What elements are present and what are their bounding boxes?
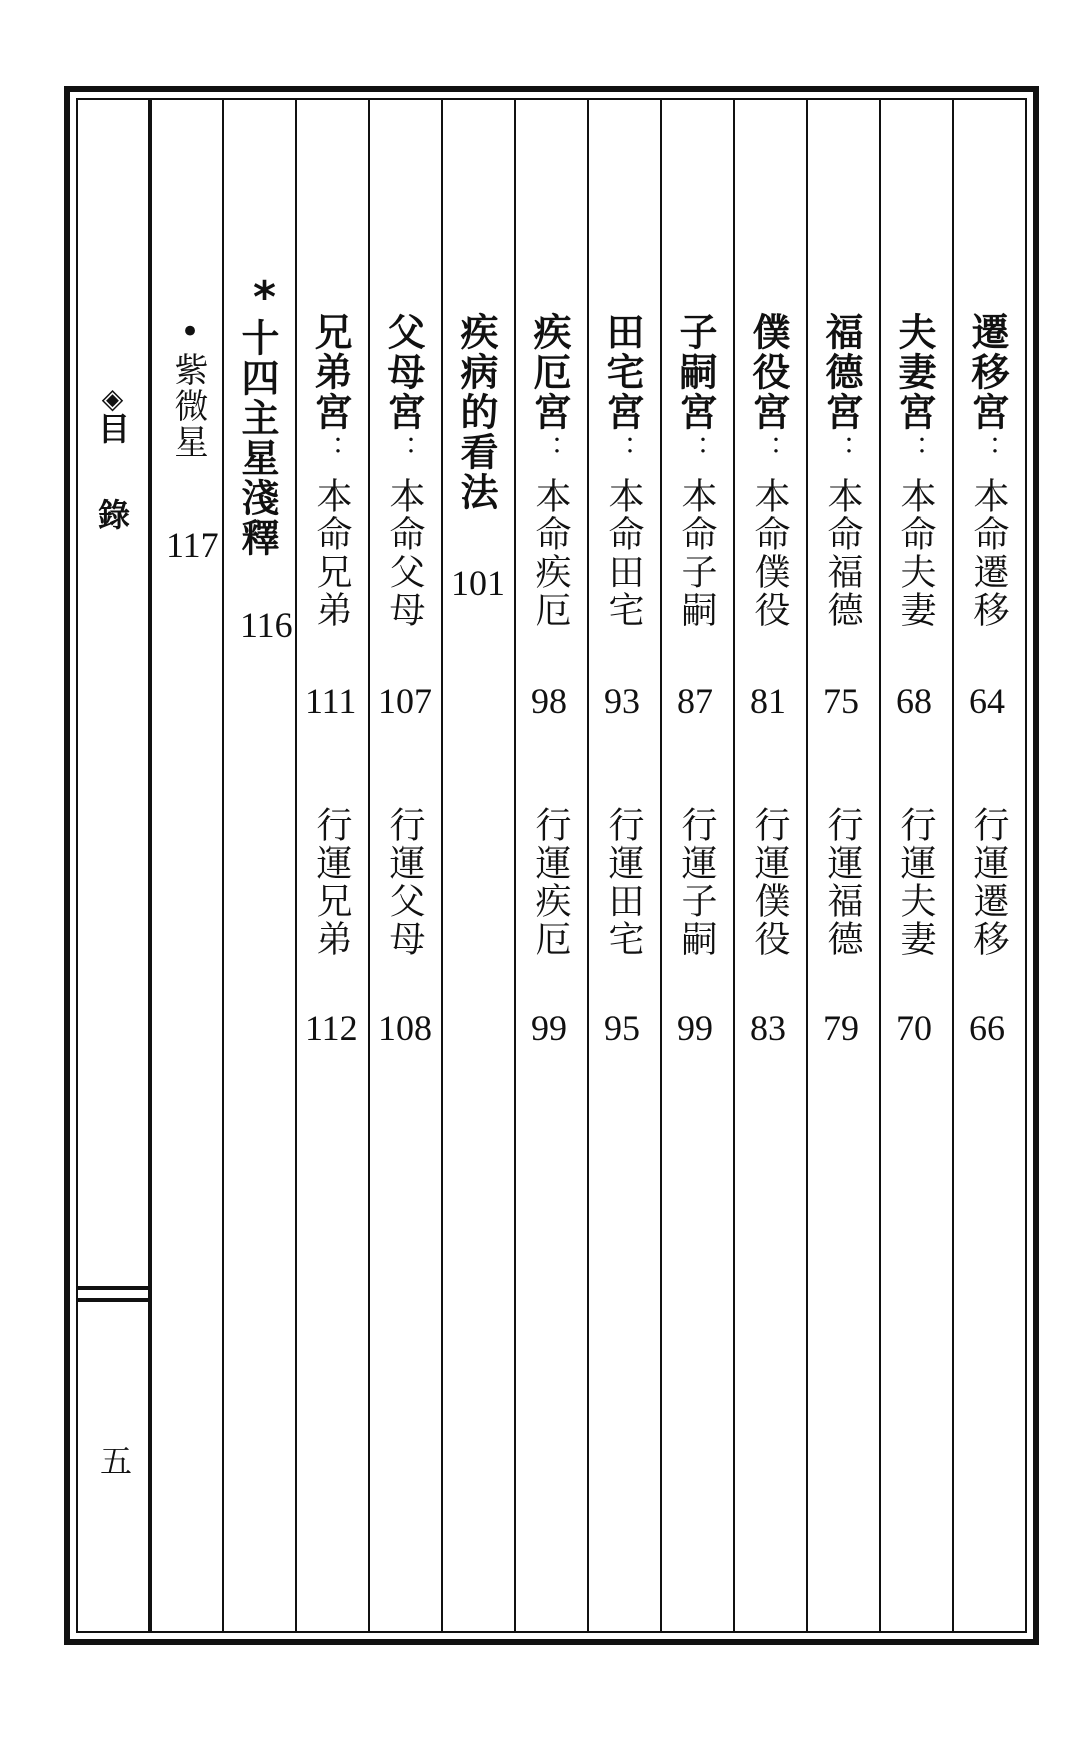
entry-native-label: 本命夫妻 (895, 477, 936, 629)
entry-luck-label: 行運福德 (822, 806, 863, 958)
column-separator (222, 100, 224, 1631)
entry-luck-label: 行運疾厄 (530, 806, 571, 958)
entry-colon: ： (824, 435, 857, 465)
page-number: 五 (95, 1444, 133, 1476)
sub-item-page: 117 (166, 525, 219, 565)
column-separator (295, 100, 297, 1631)
entry-title: 田宅宮 (600, 312, 644, 432)
entry-native-label: 本命田宅 (603, 477, 644, 629)
entry-luck-label: 行運田宅 (603, 806, 644, 958)
entry-native-label: 本命福德 (822, 477, 863, 629)
diamond-icon: ◈ (96, 382, 129, 415)
column-separator (441, 100, 443, 1631)
entry-luck-label: 行運夫妻 (895, 806, 936, 958)
entry-title: 兄弟宮 (308, 312, 352, 432)
entry-title: 福德宮 (819, 312, 863, 432)
entry-title: 子嗣宮 (673, 312, 717, 432)
column-separator (587, 100, 589, 1631)
entry-title: 遷移宮 (965, 312, 1009, 432)
entry-colon: ： (532, 435, 565, 465)
entry-luck-label: 行運兄弟 (311, 806, 352, 958)
sidebar-band-bottom (78, 1298, 150, 1302)
toc-title: 目錄 (93, 412, 131, 584)
entry-native-page: 64 (969, 681, 1005, 721)
column-separator (806, 100, 808, 1631)
entry-luck-page: 66 (969, 1008, 1005, 1048)
entry-luck-label: 行運子嗣 (676, 806, 717, 958)
entry-native-page: 87 (677, 681, 713, 721)
sidebar-band-top (78, 1286, 150, 1290)
entry-native-label: 本命僕役 (749, 477, 790, 629)
entry-luck-label: 行運僕役 (749, 806, 790, 958)
column-separator (514, 100, 516, 1631)
entry-colon: ： (897, 435, 930, 465)
sub-item-title: 紫微星 (168, 352, 208, 460)
entry-luck-page: 79 (823, 1008, 859, 1048)
sidebar-divider (148, 98, 152, 1633)
entry-native-page: 93 (604, 681, 640, 721)
entry-luck-page: 112 (305, 1008, 358, 1048)
column-separator (733, 100, 735, 1631)
entry-native-label: 本命父母 (384, 477, 425, 629)
entry-luck-page: 99 (531, 1008, 567, 1048)
entry-colon: ： (605, 435, 638, 465)
bullet-icon: • (170, 312, 210, 354)
entry-native-page: 75 (823, 681, 859, 721)
column-separator (660, 100, 662, 1631)
chapter-title: 十四主星淺釋 (235, 318, 279, 558)
section-title: 疾病的看法 (454, 312, 498, 512)
entry-luck-page: 83 (750, 1008, 786, 1048)
entry-title: 夫妻宮 (892, 312, 936, 432)
entry-colon: ： (751, 435, 784, 465)
entry-colon: ： (313, 435, 346, 465)
entry-colon: ： (970, 435, 1003, 465)
column-separator (879, 100, 881, 1631)
column-separator (368, 100, 370, 1631)
entry-native-label: 本命疾厄 (530, 477, 571, 629)
entry-colon: ： (386, 435, 419, 465)
entry-native-page: 81 (750, 681, 786, 721)
asterisk-icon: * (239, 272, 290, 325)
entry-title: 疾厄宮 (527, 312, 571, 432)
chapter-page: 116 (240, 605, 293, 645)
column-separator (952, 100, 954, 1631)
entry-native-page: 107 (378, 681, 432, 721)
entry-title: 父母宮 (381, 312, 425, 432)
entry-colon: ： (678, 435, 711, 465)
entry-native-page: 68 (896, 681, 932, 721)
entry-native-page: 98 (531, 681, 567, 721)
entry-luck-page: 95 (604, 1008, 640, 1048)
entry-native-label: 本命兄弟 (311, 477, 352, 629)
section-page: 101 (451, 563, 505, 603)
entry-luck-page: 99 (677, 1008, 713, 1048)
entry-title: 僕役宮 (746, 312, 790, 432)
entry-native-label: 本命子嗣 (676, 477, 717, 629)
entry-native-page: 111 (305, 681, 357, 721)
entry-native-label: 本命遷移 (968, 477, 1009, 629)
entry-luck-page: 70 (896, 1008, 932, 1048)
entry-luck-page: 108 (378, 1008, 432, 1048)
entry-luck-label: 行運遷移 (968, 806, 1009, 958)
entry-luck-label: 行運父母 (384, 806, 425, 958)
